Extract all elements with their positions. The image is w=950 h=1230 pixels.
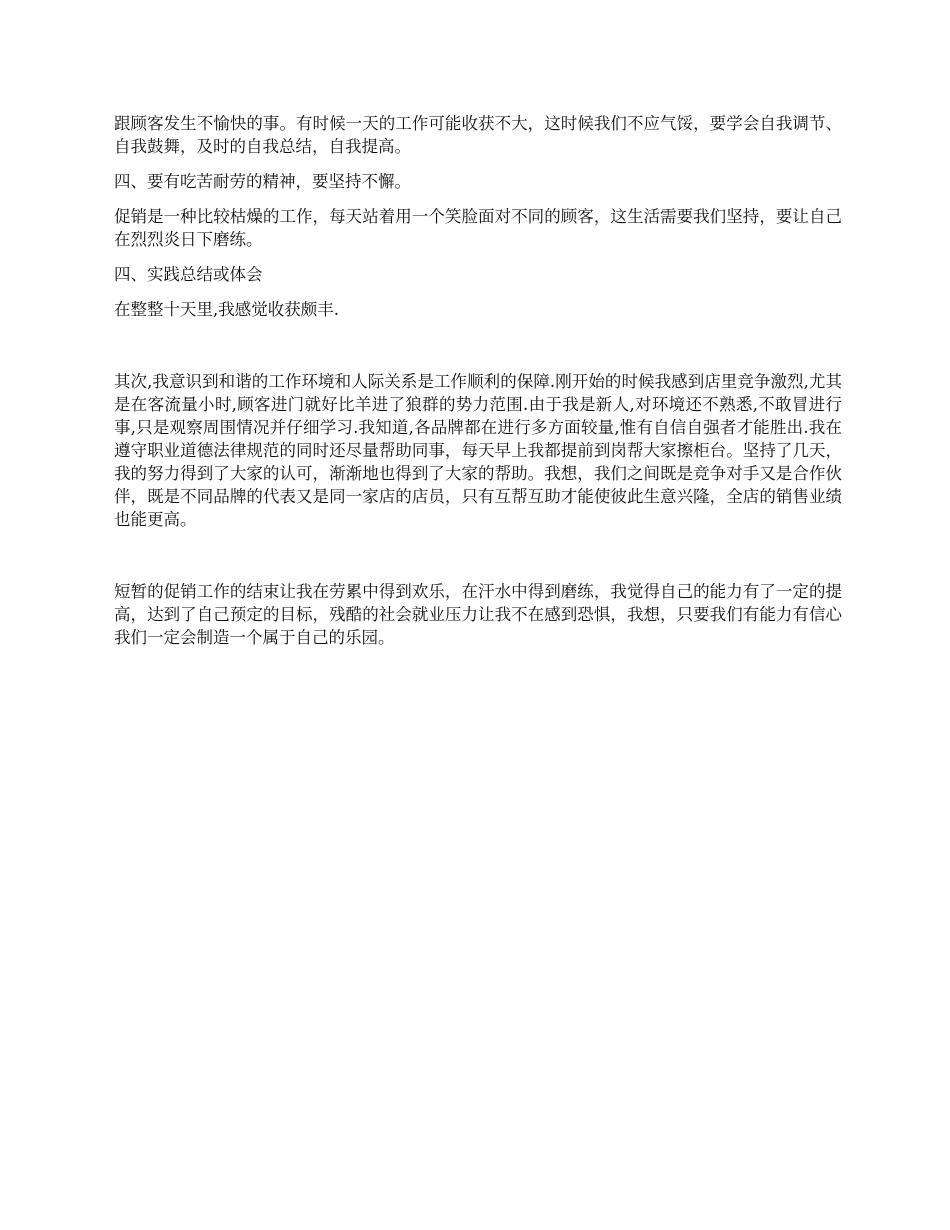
- paragraph-customer-conflict: 跟顾客发生不愉快的事。有时候一天的工作可能收获不大，这时候我们不应气馁，要学会自我调节、自我鼓舞，及时的自我总结，自我提高。: [114, 114, 842, 156]
- paragraph-conclusion: 短暂的促销工作的结束让我在劳累中得到欢乐，在汗水中得到磨练，我觉得自己的能力有了一定的提高，达到了自己预定的目标，残酷的社会就业压力让我不在感到恐惧，我想，只要我们有能力有信心我们一定会制造一个属于自己的乐园。: [114, 582, 842, 647]
- heading-practice-summary: 四、实践总结或体会: [114, 265, 263, 284]
- paragraph-promotion-boring: 促销是一种比较枯燥的工作，每天站着用一个笑脸面对不同的顾客，这生活需要我们坚持，要让自己在烈烈炎日下磨练。: [114, 207, 842, 249]
- heading-hardworking-spirit: 四、要有吃苦耐劳的精神，要坚持不懈。: [114, 172, 411, 191]
- document-page: [114, 112, 842, 649]
- paragraph-ten-days: 在整整十天里,我感觉收获颇丰.: [114, 300, 339, 319]
- paragraph-work-environment: 其次,我意识到和谐的工作环境和人际关系是工作顺利的保障.刚开始的时候我感到店里竞争激烈,尤其是在客流量小时,顾客进门就好比羊进了狼群的势力范围.由于我是新人,对环境还不熟悉,不敢冒进行事,只是观察周围情况并仔细学习.我知道,各品牌都在进行多方面较量,惟有自信自强者才能胜出.我在遵守职业道德法律规范的同时还尽量帮助同事，每天早上我都提前到岗帮大家擦柜台。坚持了几天，我的努力得到了大家的认可，渐渐地也得到了大家的帮助。我想，我们之间既是竞争对手又是合作伙伴，既是不同品牌的代表又是同一家店的店员，只有互帮互助才能使彼此生意兴隆，全店的销售业绩也能更高。: [114, 372, 842, 529]
